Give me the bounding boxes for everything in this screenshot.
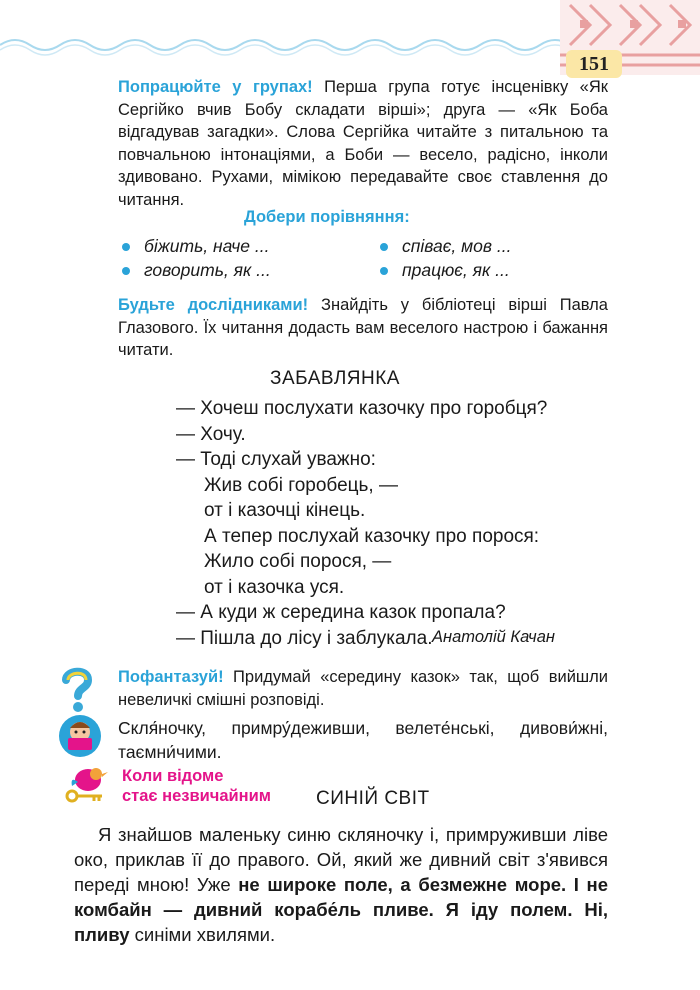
comparison-item-1: біжить, наче ... xyxy=(122,234,269,258)
groups-text: Перша група готує інсценівку «Як Сергійко вчив Бобу складати вірші»; друга — «Як Боба відгадував загадки». Слова Сергійка читайте з питальною та повчальною інтонаціями, а Боби — весело, радісно, інколи здивовано. Рухами, мімікою передавайте своє ставлення до читання. xyxy=(118,78,608,209)
bullet-icon xyxy=(380,243,388,251)
fantasy-heading: Пофантазуй! xyxy=(118,668,224,686)
groups-heading: Попрацюйте у групах! xyxy=(118,78,313,96)
poem-line: — Хочеш послухати казочку про горобця? xyxy=(176,398,548,419)
story-part1: Я знайшов маленьку синю скляночку і, примруживши ліве око, приклав її до правого. Ой, який же дивний світ з'явився переді мною! Уже xyxy=(74,824,608,895)
poem-line: от і казочка уся. xyxy=(204,576,345,598)
bird-key-icon xyxy=(58,760,118,806)
poem-line: Жило собі порося, — xyxy=(204,551,392,572)
page-number: 151 xyxy=(566,50,622,78)
poem-line: — Тоді слухай уважно: xyxy=(176,449,376,470)
comparison-item-3: говорить, як ... xyxy=(122,258,271,282)
research-text: Знайдіть у бібліотеці вірші Павла Глазового. Їх читання додасть вам веселого настрою і бажання читати. xyxy=(118,296,608,359)
reading-child-icon xyxy=(58,714,102,758)
poem-line: Жив собі горобець, — xyxy=(204,474,398,496)
poem-author: Анатолій Качан xyxy=(432,628,555,646)
vocabulary-words: Скля́ночку, примру́деживши, велете́нські, дивови́жні, таємни́чими. xyxy=(118,718,608,762)
header-wave-decoration xyxy=(0,30,570,60)
research-heading: Будьте дослідниками! xyxy=(118,296,309,314)
poem-line: — Пішла до лісу і заблукала. xyxy=(176,627,433,649)
comparison-item-4: працює, як ... xyxy=(380,258,510,282)
comparison-item-2: співає, мов ... xyxy=(380,234,511,258)
poem-line: — Хочу. xyxy=(176,423,246,445)
poem-body xyxy=(176,396,547,651)
bullet-icon xyxy=(122,267,130,275)
groups-task xyxy=(118,76,608,211)
question-mark-icon xyxy=(54,664,100,712)
poem-line: от і казочці кінець. xyxy=(204,500,366,521)
poem-line: — А куди ж середина казок пропала? xyxy=(176,602,506,623)
fantasy-task xyxy=(118,666,608,711)
poem-title: ЗАБАВЛЯНКА xyxy=(270,368,400,389)
bullet-icon xyxy=(380,267,388,275)
fantasy-text: Придумай «середину казок» так, щоб вийшли невеличкі смішні розповіді. xyxy=(118,668,608,709)
research-task xyxy=(118,294,608,362)
story-part2: синіми хвилями. xyxy=(129,924,276,945)
section-label xyxy=(122,766,271,806)
section-label-line1: Коли відоме xyxy=(122,767,224,785)
comparisons-heading: Добери порівняння: xyxy=(244,208,410,226)
poem-line: А тепер послухай казочку про порося: xyxy=(204,525,540,547)
story-title: СИНІЙ СВІТ xyxy=(316,788,430,809)
story-text xyxy=(74,822,608,947)
section-label-line2: стає незвичайним xyxy=(122,787,271,805)
bullet-icon xyxy=(122,243,130,251)
story-bold: не широке поле, а безмежне море. І не комбайн — дивний корабе́ль пливе. Я іду полем. Ні, пливу xyxy=(74,874,608,945)
